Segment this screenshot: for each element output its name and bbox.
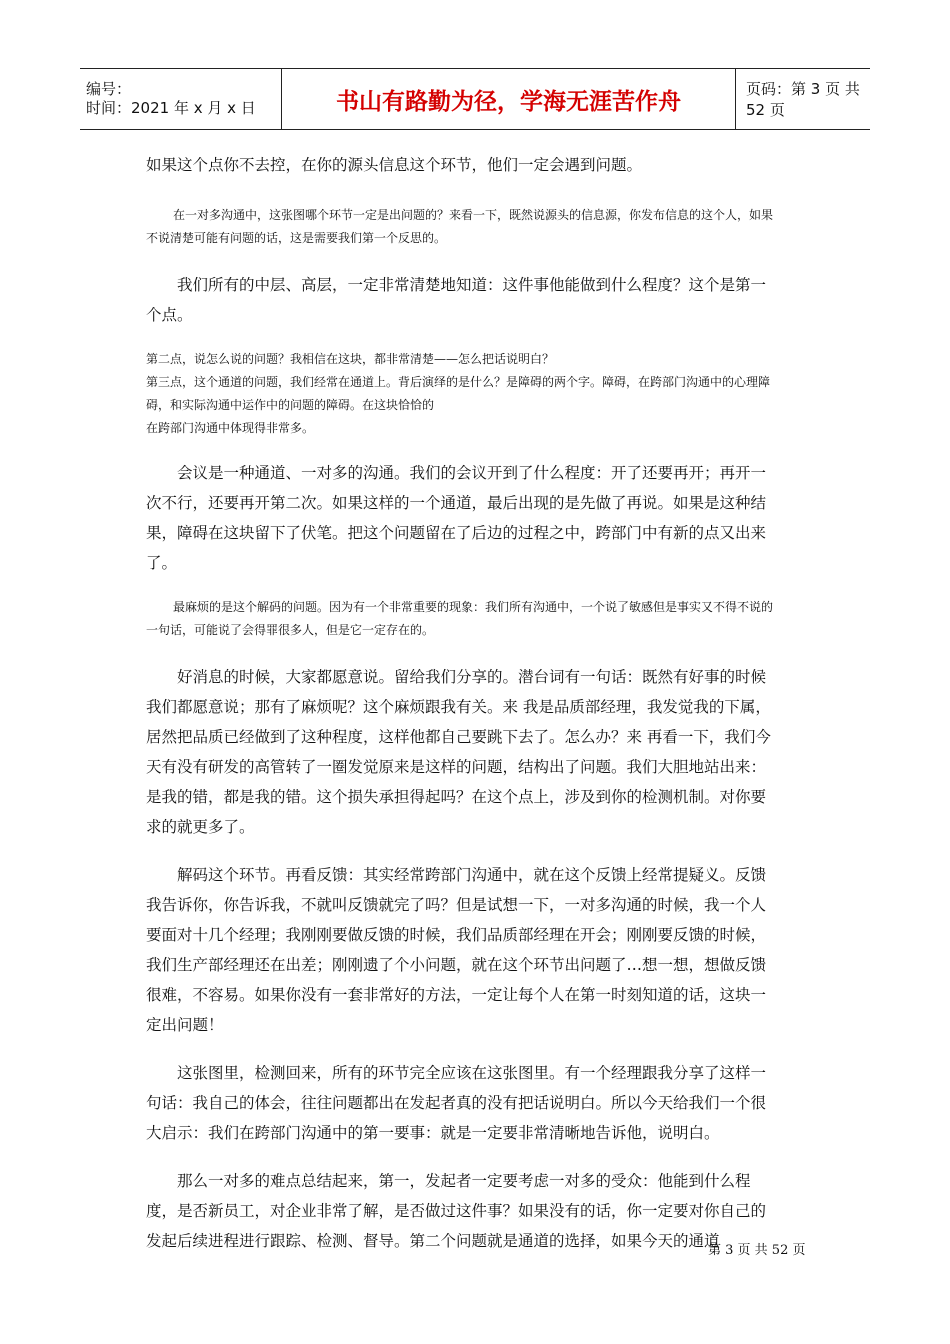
motto-text: 书山有路勤为径，学海无涯苦作舟 <box>336 88 681 115</box>
page-footer <box>708 1239 805 1258</box>
paragraph: 第二点，说怎么说的问题？我相信在这块，都非常清楚——怎么把话说明白？ <box>146 352 555 366</box>
paragraph: 会议是一种通道、一对多的沟通。我们的会议开到了什么程度：开了还要再开；再开一次不行，还要再开第二次。如果这样的一个通道，最后出现的是先做了再说。如果是这种结果，障碍在这块留下了伏笔。把这个问题留在了后边的过程之中，跨部门中有新的点又出来了。 <box>146 464 767 572</box>
document-body <box>146 150 780 1256</box>
header-number: 编号： <box>86 80 132 98</box>
header-time: 时间：2021 年 x 月 x 日 <box>86 99 256 117</box>
footer-page-text: 第 3 页 共 52 页 <box>708 1243 806 1258</box>
paragraph: 好消息的时候，大家都愿意说。留给我们分享的。潜台词有一句话：既然有好事的时候我们都愿意说；那有了麻烦呢？这个麻烦跟我有关。来 我是品质部经理，我发觉我的下属，居然把品质已经做到了这种程度，这样他都自己要跳下去了。怎么办？来 再看一下，我们今天有没有研发的高管转了一圈发觉原来是这样的问题，结构出了问题。我们大胆地站出来：是我的错，都是我的错。这个损失承担得起吗？在这个点上，涉及到你的检测机制。对你要求的就更多了。 <box>146 668 771 836</box>
header-meta <box>80 69 282 129</box>
paragraph: 我们所有的中层、高层，一定非常清楚地知道：这件事他能做到什么程度？这个是第一个点。 <box>146 276 767 324</box>
header-motto <box>282 69 736 129</box>
paragraph: 那么一对多的难点总结起来，第一，发起者一定要考虑一对多的受众：他能到什么程度，是否新员工，对企业非常了解，是否做过这件事？如果没有的话，你一定要对你自己的发起后续进程进行跟踪、检测、督导。第二个问题就是通道的选择，如果今天的通道 <box>146 1172 767 1250</box>
header-page-text: 页码：第 3 页 共 52 页 <box>746 80 860 119</box>
header-page-number <box>736 69 870 129</box>
paragraph: 在一对多沟通中，这张图哪个环节一定是出问题的？来看一下，既然说源头的信息源，你发布信息的这个人，如果不说清楚可能有问题的话，这是需要我们第一个反思的。 <box>146 208 774 245</box>
paragraph: 在跨部门沟通中体现得非常多。 <box>146 421 315 435</box>
paragraph: 第三点，这个通道的问题，我们经常在通道上。背后演绎的是什么？是障碍的两个字。障碍，在跨部门沟通中的心理障碍，和实际沟通中运作中的问题的障碍。在这块恰恰的 <box>146 375 771 412</box>
paragraph: 最麻烦的是这个解码的问题。因为有一个非常重要的现象：我们所有沟通中，一个说了敏感但是事实又不得不说的一句话，可能说了会得罪很多人，但是它一定存在的。 <box>146 600 774 637</box>
paragraph: 解码这个环节。再看反馈：其实经常跨部门沟通中，就在这个反馈上经常提疑义。反馈我告诉你，你告诉我，不就叫反馈就完了吗？但是试想一下，一对多沟通的时候，我一个人要面对十几个经理；我刚刚要做反馈的时候，我们品质部经理在开会；刚刚要反馈的时候，我们生产部经理还在出差；刚刚遗了个小问题，就在这个环节出问题了…想一想，想做反馈很难，不容易。如果你没有一套非常好的方法，一定让每个人在第一时刻知道的话，这块一定出问题！ <box>146 866 767 1034</box>
paragraph: 如果这个点你不去控，在你的源头信息这个环节，他们一定会遇到问题。 <box>146 156 643 174</box>
paragraph: 这张图里，检测回来，所有的环节完全应该在这张图里。有一个经理跟我分享了这样一句话：我自己的体会，往往问题都出在发起者真的没有把话说明白。所以今天给我们一个很大启示：我们在跨部门沟通中的第一要事：就是一定要非常清晰地告诉他，说明白。 <box>146 1064 767 1142</box>
page-header <box>80 68 870 130</box>
